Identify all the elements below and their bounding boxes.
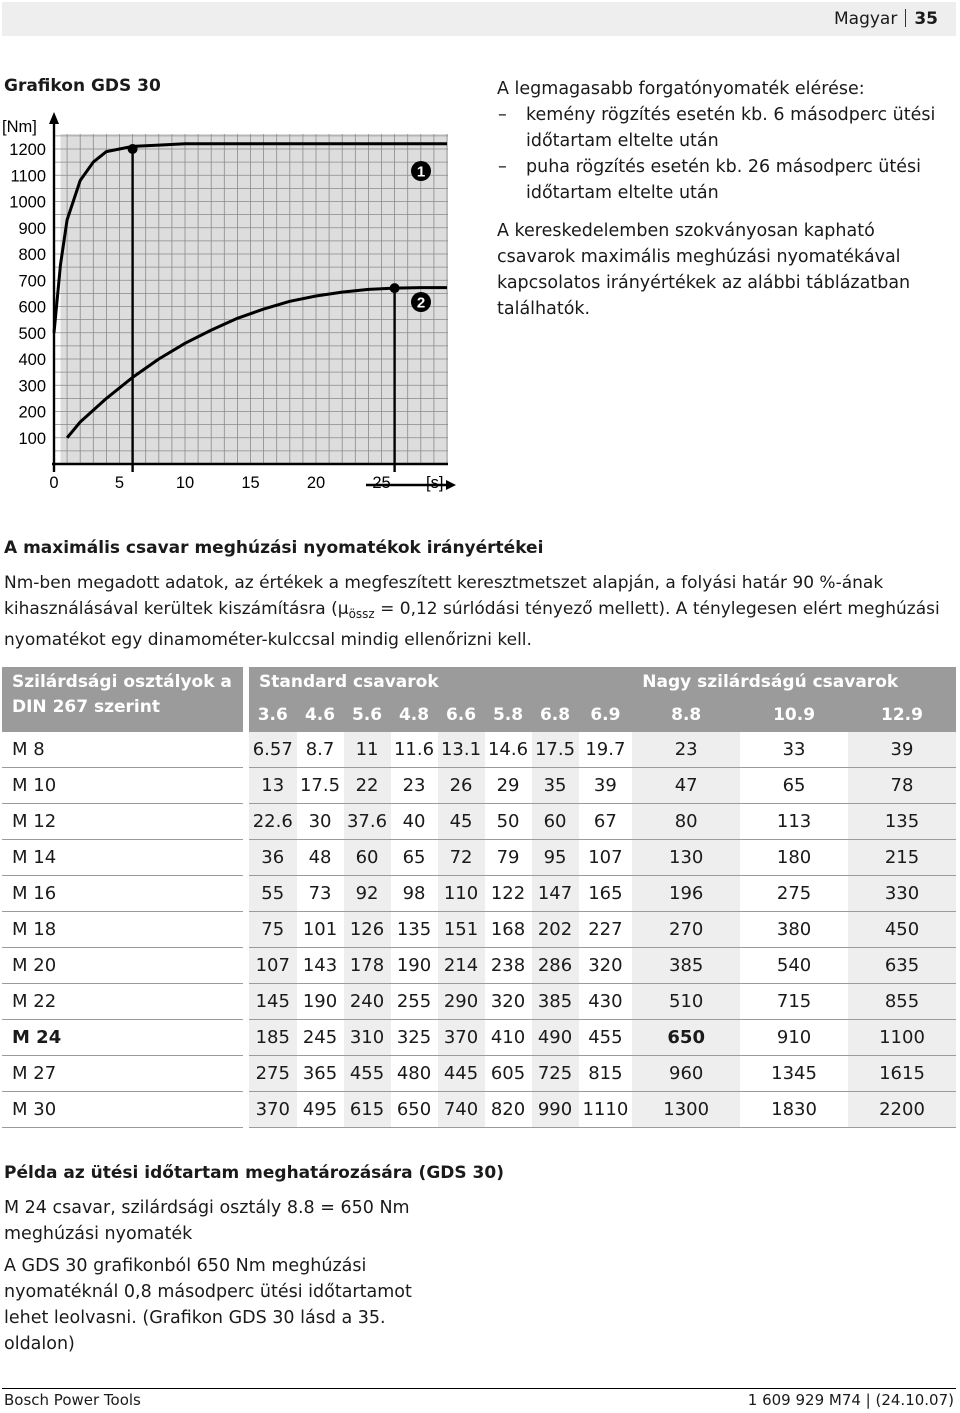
bolt-size: M 22 <box>2 984 246 1020</box>
torque-value: 325 <box>391 1020 438 1056</box>
bolt-size: M 24 <box>2 1020 246 1056</box>
y-tick-label: 600 <box>18 298 46 317</box>
torque-value: 40 <box>391 804 438 840</box>
torque-value: 455 <box>344 1056 391 1092</box>
torque-value: 65 <box>740 768 848 804</box>
highlight-point <box>390 283 400 293</box>
y-tick-label: 300 <box>18 377 46 396</box>
torque-value: 47 <box>632 768 740 804</box>
torque-value: 450 <box>848 912 956 948</box>
torque-value: 48 <box>297 840 344 876</box>
torque-value: 1830 <box>740 1092 848 1128</box>
torque-intro: A legmagasabb forgatónyomaték elérése: <box>497 79 865 99</box>
torque-value: 17.5 <box>297 768 344 804</box>
x-tick-label: 0 <box>49 474 59 492</box>
torque-value: 8.7 <box>297 732 344 768</box>
bolt-size: M 10 <box>2 768 246 804</box>
torque-value: 110 <box>438 876 485 912</box>
body-subscript: össz <box>348 607 375 621</box>
torque-value: 820 <box>485 1092 532 1128</box>
torque-value: 26 <box>438 768 485 804</box>
torque-value: 227 <box>579 912 633 948</box>
torque-value: 286 <box>532 948 579 984</box>
x-unit-label: [s] <box>426 474 444 492</box>
torque-value: 30 <box>297 804 344 840</box>
torque-value: 75 <box>246 912 297 948</box>
example-body <box>4 1195 454 1363</box>
y-tick-label: 200 <box>18 403 46 422</box>
torque-value: 190 <box>297 984 344 1020</box>
grade-header: 12.9 <box>848 698 956 732</box>
torque-value: 180 <box>740 840 848 876</box>
header-separator <box>905 9 906 27</box>
torque-value: 39 <box>848 732 956 768</box>
grade-header: 5.8 <box>485 698 532 732</box>
header-language: Magyar <box>833 9 898 29</box>
torque-value: 650 <box>632 1020 740 1056</box>
series-marker-label: 1 <box>416 163 426 181</box>
torque-value: 130 <box>632 840 740 876</box>
x-tick-label: 20 <box>306 474 326 492</box>
y-unit-label: [Nm] <box>2 118 37 136</box>
torque-value: 2200 <box>848 1092 956 1128</box>
grade-header: 6.9 <box>579 698 633 732</box>
example-p2: A GDS 30 grafikonból 650 Nm meghúzási nyomatéknál 0,8 másodperc ütési időtartamot lehet leolvasni. (Grafikon GDS 30 lásd a 35. oldalon) <box>4 1256 412 1354</box>
table-row <box>2 984 956 1020</box>
torque-value: 33 <box>740 732 848 768</box>
torque-value: 107 <box>579 840 633 876</box>
torque-value: 430 <box>579 984 633 1020</box>
torque-value: 60 <box>344 840 391 876</box>
y-tick-label: 1200 <box>9 141 46 159</box>
torque-value: 385 <box>632 948 740 984</box>
torque-value: 50 <box>485 804 532 840</box>
torque-value: 275 <box>740 876 848 912</box>
torque-value: 79 <box>485 840 532 876</box>
torque-value: 310 <box>344 1020 391 1056</box>
torque-value: 725 <box>532 1056 579 1092</box>
x-tick-label: 10 <box>175 474 195 492</box>
torque-value: 214 <box>438 948 485 984</box>
bolt-size: M 20 <box>2 948 246 984</box>
y-tick-label: 400 <box>18 351 46 369</box>
torque-value: 815 <box>579 1056 633 1092</box>
torque-value: 238 <box>485 948 532 984</box>
torque-value: 320 <box>485 984 532 1020</box>
grade-header: 4.6 <box>297 698 344 732</box>
torque-value: 107 <box>246 948 297 984</box>
torque-value: 445 <box>438 1056 485 1092</box>
torque-value: 605 <box>485 1056 532 1092</box>
series-marker-label: 2 <box>416 294 426 312</box>
y-tick-label: 1100 <box>10 167 46 186</box>
torque-value: 196 <box>632 876 740 912</box>
list-item-text: kemény rögzítés esetén kb. 6 másodperc ütési időtartam eltelte után <box>526 105 936 151</box>
bolt-size: M 8 <box>2 732 246 768</box>
torque-value: 13.1 <box>438 732 485 768</box>
torque-value: 490 <box>532 1020 579 1056</box>
torque-value: 370 <box>246 1092 297 1128</box>
torque-value: 185 <box>246 1020 297 1056</box>
torque-value: 67 <box>579 804 633 840</box>
table-row <box>2 732 956 768</box>
bolt-size: M 16 <box>2 876 246 912</box>
example-p1: M 24 csavar, szilárdsági osztály 8.8 = 650 Nm meghúzási nyomaték <box>4 1198 410 1244</box>
torque-value: 190 <box>391 948 438 984</box>
torque-value: 385 <box>532 984 579 1020</box>
torque-value: 23 <box>391 768 438 804</box>
torque-value: 92 <box>344 876 391 912</box>
torque-value: 455 <box>579 1020 633 1056</box>
y-tick-label: 100 <box>18 429 46 448</box>
torque-value: 365 <box>297 1056 344 1092</box>
grade-header: 3.6 <box>246 698 297 732</box>
torque-value: 101 <box>297 912 344 948</box>
torque-value: 11 <box>344 732 391 768</box>
torque-value: 98 <box>391 876 438 912</box>
table-row <box>2 912 956 948</box>
torque-info <box>497 76 952 322</box>
plot-background <box>54 134 448 464</box>
x-tick-label: 15 <box>241 474 260 492</box>
dash-bullet: – <box>498 105 507 125</box>
table-row <box>2 948 956 984</box>
bolt-size: M 18 <box>2 912 246 948</box>
torque-value: 240 <box>344 984 391 1020</box>
torque-value: 165 <box>579 876 633 912</box>
torque-value: 275 <box>246 1056 297 1092</box>
table-header-row <box>2 667 956 698</box>
header-text <box>834 9 938 29</box>
torque-table <box>2 667 956 1128</box>
torque-value: 1100 <box>848 1020 956 1056</box>
torque-value: 147 <box>532 876 579 912</box>
bolt-size: M 30 <box>2 1092 246 1128</box>
y-tick-label: 1000 <box>9 193 46 212</box>
torque-value: 650 <box>391 1092 438 1128</box>
torque-value: 126 <box>344 912 391 948</box>
torque-value: 22 <box>344 768 391 804</box>
header-standard: Standard csavarok <box>246 667 632 698</box>
torque-value: 855 <box>848 984 956 1020</box>
torque-value: 168 <box>485 912 532 948</box>
page-number: 35 <box>914 9 938 29</box>
torque-value: 410 <box>485 1020 532 1056</box>
y-tick-label: 800 <box>18 246 46 264</box>
torque-value: 60 <box>532 804 579 840</box>
x-tick-label: 5 <box>114 474 125 492</box>
page-header <box>2 2 956 36</box>
torque-value: 1615 <box>848 1056 956 1092</box>
y-tick-label: 500 <box>18 324 46 343</box>
torque-value: 215 <box>848 840 956 876</box>
torque-value: 6.57 <box>246 732 297 768</box>
header-strength-class: Szilárdsági osztályok a DIN 267 szerint <box>2 667 246 732</box>
example-title: Példa az ütési időtartam meghatározására (GDS 30) <box>4 1163 504 1183</box>
footer-brand: Bosch Power Tools <box>4 1391 141 1409</box>
table-note: A kereskedelemben szokványosan kapható csavarok maximális meghúzási nyomatékával kapcsolatos irányértékek az alábbi táblázatban találhatók. <box>497 221 911 319</box>
torque-value: 635 <box>848 948 956 984</box>
torque-value: 39 <box>579 768 633 804</box>
footer-doc-id: 1 609 929 M74 | (24.10.07) <box>747 1391 954 1409</box>
torque-value: 80 <box>632 804 740 840</box>
y-tick-label: 900 <box>18 219 46 238</box>
torque-value: 78 <box>848 768 956 804</box>
torque-value: 960 <box>632 1056 740 1092</box>
list-item-hard <box>497 102 952 154</box>
torque-value: 990 <box>532 1092 579 1128</box>
bolt-size: M 27 <box>2 1056 246 1092</box>
torque-value: 540 <box>740 948 848 984</box>
torque-value: 122 <box>485 876 532 912</box>
grade-header: 5.6 <box>344 698 391 732</box>
x-tick-label: 25 <box>372 474 391 492</box>
section-body <box>4 570 956 653</box>
torque-value: 22.6 <box>246 804 297 840</box>
body-part1: Nm-ben megadott adatok, az értékek a megfeszített keresztmetszet alapján, a folyási határ 90 %-ának kihasználásával kerültek kiszámításra (μ <box>4 573 884 619</box>
table-row <box>2 804 956 840</box>
torque-value: 255 <box>391 984 438 1020</box>
y-axis-arrow <box>49 112 59 124</box>
torque-value: 740 <box>438 1092 485 1128</box>
grade-header: 8.8 <box>632 698 740 732</box>
torque-value: 320 <box>579 948 633 984</box>
torque-value: 29 <box>485 768 532 804</box>
torque-value: 37.6 <box>344 804 391 840</box>
torque-value: 19.7 <box>579 732 633 768</box>
torque-value: 510 <box>632 984 740 1020</box>
footer-divider <box>2 1388 956 1389</box>
torque-value: 55 <box>246 876 297 912</box>
torque-value: 23 <box>632 732 740 768</box>
torque-value: 1110 <box>579 1092 633 1128</box>
torque-value: 11.6 <box>391 732 438 768</box>
graph-title: Grafikon GDS 30 <box>4 76 161 96</box>
torque-value: 380 <box>740 912 848 948</box>
torque-value: 13 <box>246 768 297 804</box>
highlight-point <box>128 144 138 154</box>
x-axis-arrow <box>446 480 456 490</box>
torque-value: 73 <box>297 876 344 912</box>
torque-value: 65 <box>391 840 438 876</box>
bolt-size: M 12 <box>2 804 246 840</box>
torque-value: 495 <box>297 1092 344 1128</box>
table-row <box>2 840 956 876</box>
torque-value: 910 <box>740 1020 848 1056</box>
grade-header: 4.8 <box>391 698 438 732</box>
torque-value: 145 <box>246 984 297 1020</box>
y-tick-label: 700 <box>18 272 46 291</box>
torque-value: 715 <box>740 984 848 1020</box>
torque-value: 245 <box>297 1020 344 1056</box>
torque-value: 72 <box>438 840 485 876</box>
torque-value: 45 <box>438 804 485 840</box>
header-high-strength: Nagy szilárdságú csavarok <box>632 667 956 698</box>
torque-value: 17.5 <box>532 732 579 768</box>
torque-value: 135 <box>391 912 438 948</box>
body-part2: = 0,12 súrlódási tényező mellett). A ténylegesen elért meghúzási nyomatékot egy dinamométer-kulccsal mindig ellenőrizni kell. <box>4 599 940 650</box>
list-item-text: puha rögzítés esetén kb. 26 másodperc ütési időtartam eltelte után <box>526 157 921 203</box>
torque-value: 143 <box>297 948 344 984</box>
dash-bullet: – <box>498 157 507 177</box>
torque-value: 270 <box>632 912 740 948</box>
grade-header: 6.8 <box>532 698 579 732</box>
torque-value: 330 <box>848 876 956 912</box>
torque-value: 480 <box>391 1056 438 1092</box>
grade-header: 6.6 <box>438 698 485 732</box>
torque-value: 14.6 <box>485 732 532 768</box>
table-row <box>2 1056 956 1092</box>
table-row <box>2 1020 956 1056</box>
torque-value: 35 <box>532 768 579 804</box>
torque-value: 202 <box>532 912 579 948</box>
torque-value: 370 <box>438 1020 485 1056</box>
torque-value: 1300 <box>632 1092 740 1128</box>
torque-value: 135 <box>848 804 956 840</box>
torque-value: 290 <box>438 984 485 1020</box>
list-item-soft <box>497 154 952 206</box>
torque-value: 1345 <box>740 1056 848 1092</box>
grade-header: 10.9 <box>740 698 848 732</box>
section-title: A maximális csavar meghúzási nyomatékok irányértékei <box>4 538 544 558</box>
torque-value: 36 <box>246 840 297 876</box>
torque-value: 178 <box>344 948 391 984</box>
table-row <box>2 1092 956 1128</box>
torque-value: 615 <box>344 1092 391 1128</box>
torque-value: 95 <box>532 840 579 876</box>
torque-graph <box>0 108 470 503</box>
table-row <box>2 876 956 912</box>
torque-value: 113 <box>740 804 848 840</box>
bolt-size: M 14 <box>2 840 246 876</box>
table-row <box>2 768 956 804</box>
torque-value: 151 <box>438 912 485 948</box>
